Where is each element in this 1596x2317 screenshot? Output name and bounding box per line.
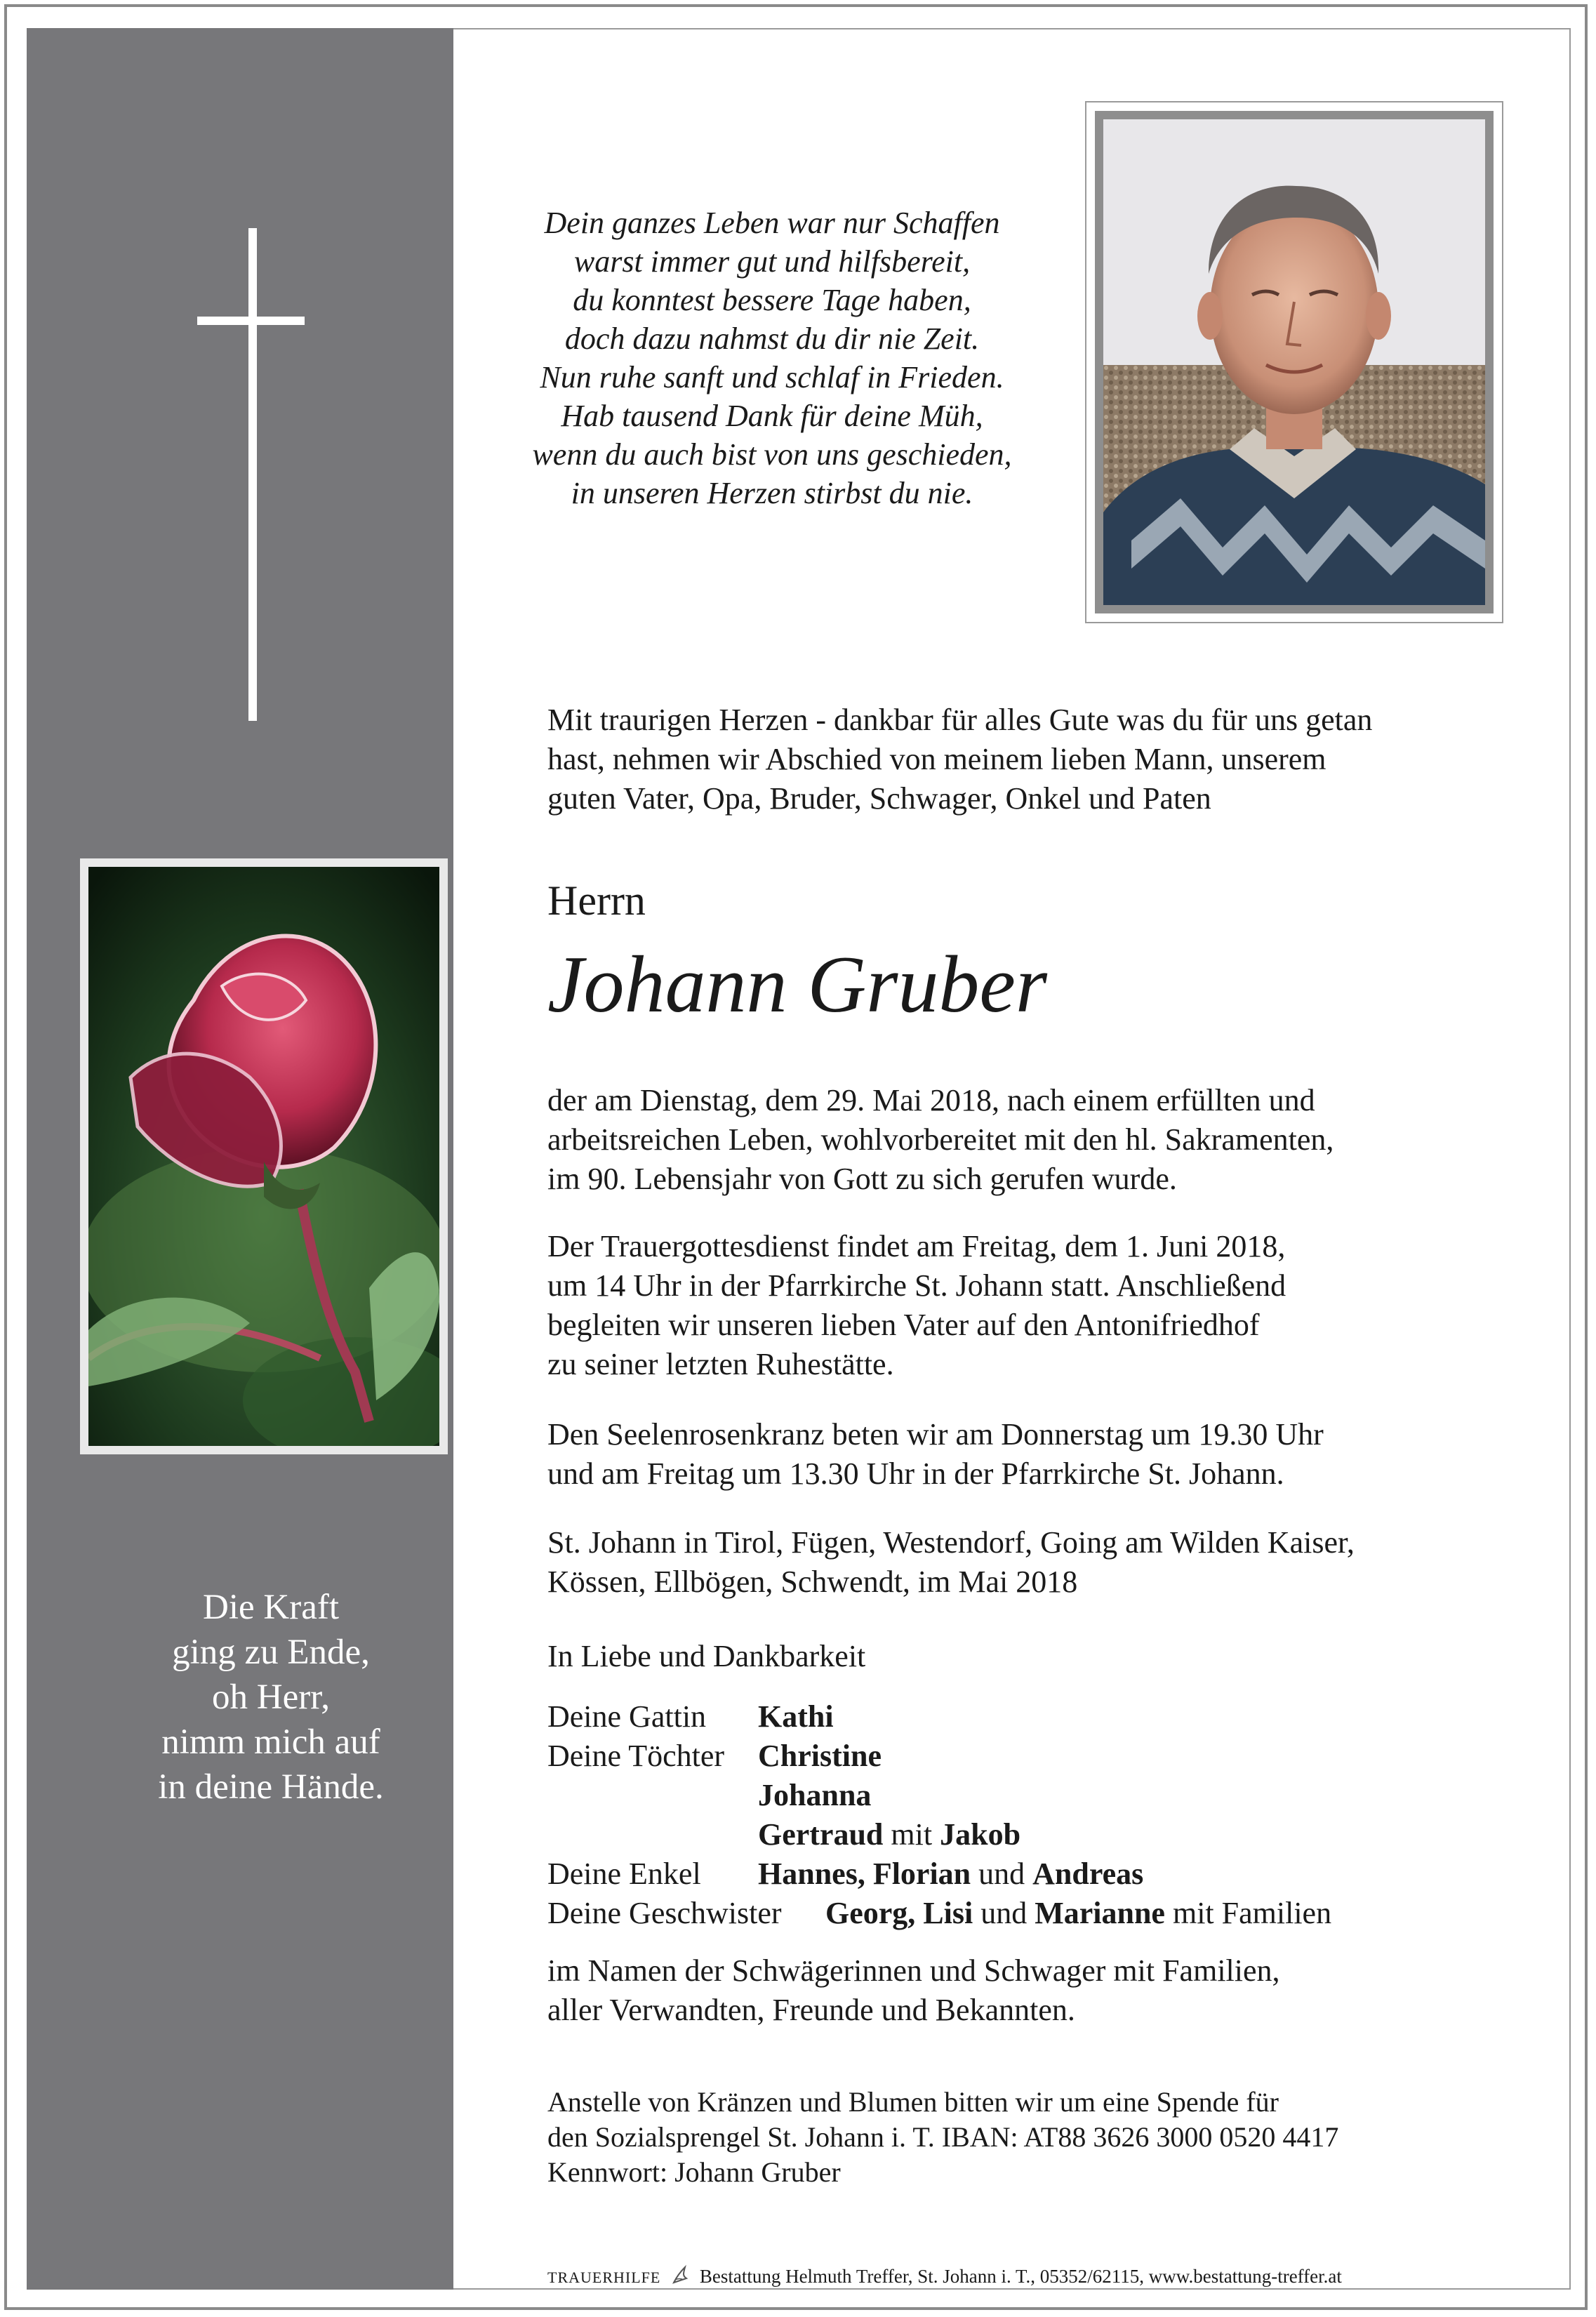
- family-name: Johanna: [758, 1778, 872, 1812]
- connector-text: mit Familien: [1172, 1896, 1332, 1930]
- family-name: Gertraud: [758, 1817, 884, 1852]
- sidebar-quote-line: nimm mich auf: [161, 1722, 380, 1762]
- places-line: Kössen, Ellbögen, Schwendt, im Mai 2018: [547, 1565, 1078, 1599]
- poem-line: Hab tausend Dank für deine Müh,: [561, 399, 983, 433]
- death-notice-line: arbeitsreichen Leben, wohlvorbereitet mit den hl. Sakramenten,: [547, 1122, 1334, 1157]
- relation-label: Deine Geschwister: [547, 1896, 782, 1930]
- relation-label: Deine Gattin: [547, 1699, 707, 1734]
- poem: [477, 204, 1067, 512]
- relation-names: [825, 1894, 1331, 1933]
- poem-line: du konntest bessere Tage haben,: [573, 283, 971, 317]
- rose-photo: [80, 858, 448, 1454]
- connector-text: mit: [891, 1817, 933, 1852]
- salutation: Herrn: [547, 877, 646, 924]
- family-name: Andreas: [1032, 1857, 1144, 1891]
- closing-phrase: In Liebe und Dankbarkeit: [547, 1639, 866, 1673]
- rosary-line: Den Seelenrosenkranz beten wir am Donnerstag um 19.30 Uhr: [547, 1417, 1324, 1452]
- funeral-line: um 14 Uhr in der Pfarrkirche St. Johann statt. Anschließend: [547, 1268, 1286, 1303]
- intro-line: guten Vater, Opa, Bruder, Schwager, Onkel und Paten: [547, 781, 1211, 816]
- deceased-name: Johann Gruber: [547, 940, 1048, 1030]
- family-name: Jakob: [940, 1817, 1021, 1852]
- relation-names: [758, 1854, 1143, 1894]
- cross-icon: [248, 228, 257, 721]
- poem-line: warst immer gut und hilfsbereit,: [573, 244, 971, 279]
- relation-names: [758, 1776, 871, 1815]
- family-name: Marianne: [1035, 1896, 1165, 1930]
- portrait-photo: [1095, 111, 1494, 613]
- dove-icon: [670, 2264, 691, 2287]
- sidebar-quote: [88, 1585, 453, 1810]
- funeral-info: [547, 1227, 1286, 1384]
- cross-icon-bar: [197, 317, 305, 325]
- sidebar-quote-line: oh Herr,: [212, 1678, 330, 1717]
- donation-line: Anstelle von Kränzen und Blumen bitten wir um eine Spende für: [547, 2086, 1279, 2118]
- rosary-line: und am Freitag um 13.30 Uhr in der Pfarrkirche St. Johann.: [547, 1456, 1284, 1491]
- relation-names: [758, 1697, 834, 1737]
- family-name: Georg, Lisi: [825, 1896, 973, 1930]
- sidebar-quote-line: in deine Hände.: [158, 1767, 384, 1807]
- places-line: St. Johann in Tirol, Fügen, Westendorf, Going am Wilden Kaiser,: [547, 1525, 1355, 1560]
- connector-text: und: [978, 1857, 1025, 1891]
- funeral-line: begleiten wir unseren lieben Vater auf den Antonifriedhof: [547, 1308, 1260, 1342]
- donation-line: den Sozialsprengel St. Johann i. T. IBAN: AT88 3626 3000 0520 4417: [547, 2121, 1339, 2153]
- connector-text: und: [980, 1896, 1028, 1930]
- poem-line: wenn du auch bist von uns geschieden,: [532, 437, 1012, 472]
- relation-label: Deine Enkel: [547, 1857, 701, 1891]
- family-name: Hannes, Florian: [758, 1857, 971, 1891]
- poem-line: Dein ganzes Leben war nur Schaffen: [544, 206, 1000, 240]
- portrait-image: [1103, 119, 1485, 605]
- sidebar-quote-line: Die Kraft: [203, 1588, 339, 1627]
- poem-line: Nun ruhe sanft und schlaf in Frieden.: [540, 360, 1004, 394]
- names-note-line: aller Verwandten, Freunde und Bekannten.: [547, 1993, 1075, 2027]
- funeral-line: Der Trauergottesdienst findet am Freitag, dem 1. Juni 2018,: [547, 1229, 1286, 1263]
- relation-names: [758, 1815, 1020, 1854]
- intro-line: Mit traurigen Herzen - dankbar für alles Gute was du für uns getan: [547, 703, 1373, 737]
- footer-text: Bestattung Helmuth Treffer, St. Johann i. T., 05352/62115, www.bestattung-treffer.at: [699, 2266, 1342, 2287]
- relation-names: [758, 1737, 882, 1776]
- poem-line: doch dazu nahmst du dir nie Zeit.: [564, 321, 980, 356]
- death-notice: [547, 1081, 1334, 1199]
- death-notice-line: im 90. Lebensjahr von Gott zu sich gerufen wurde.: [547, 1162, 1177, 1196]
- rosary-info: [547, 1415, 1324, 1494]
- intro-line: hast, nehmen wir Abschied von meinem lieben Mann, unserem: [547, 742, 1326, 776]
- sidebar-quote-line: ging zu Ende,: [172, 1633, 370, 1672]
- death-notice-line: der am Dienstag, dem 29. Mai 2018, nach einem erfüllten und: [547, 1083, 1315, 1117]
- footer-brand: TRAUERHILFE: [547, 2269, 661, 2286]
- funeral-line: zu seiner letzten Ruhestätte.: [547, 1347, 894, 1381]
- family-name: Christine: [758, 1739, 882, 1773]
- family-name: Kathi: [758, 1699, 834, 1734]
- names-note-line: im Namen der Schwägerinnen und Schwager mit Familien,: [547, 1953, 1280, 1988]
- poem-line: in unseren Herzen stirbst du nie.: [571, 476, 973, 510]
- relation-label: Deine Töchter: [547, 1739, 725, 1773]
- donation-line: Kennwort: Johann Gruber: [547, 2156, 841, 2188]
- intro-text: [547, 701, 1372, 818]
- footer: [547, 2264, 1342, 2289]
- donation-info: [547, 2085, 1338, 2190]
- names-note: [547, 1951, 1280, 2030]
- sidebar-panel: [27, 28, 453, 2290]
- places-date: [547, 1523, 1355, 1602]
- rose-image: [88, 867, 439, 1446]
